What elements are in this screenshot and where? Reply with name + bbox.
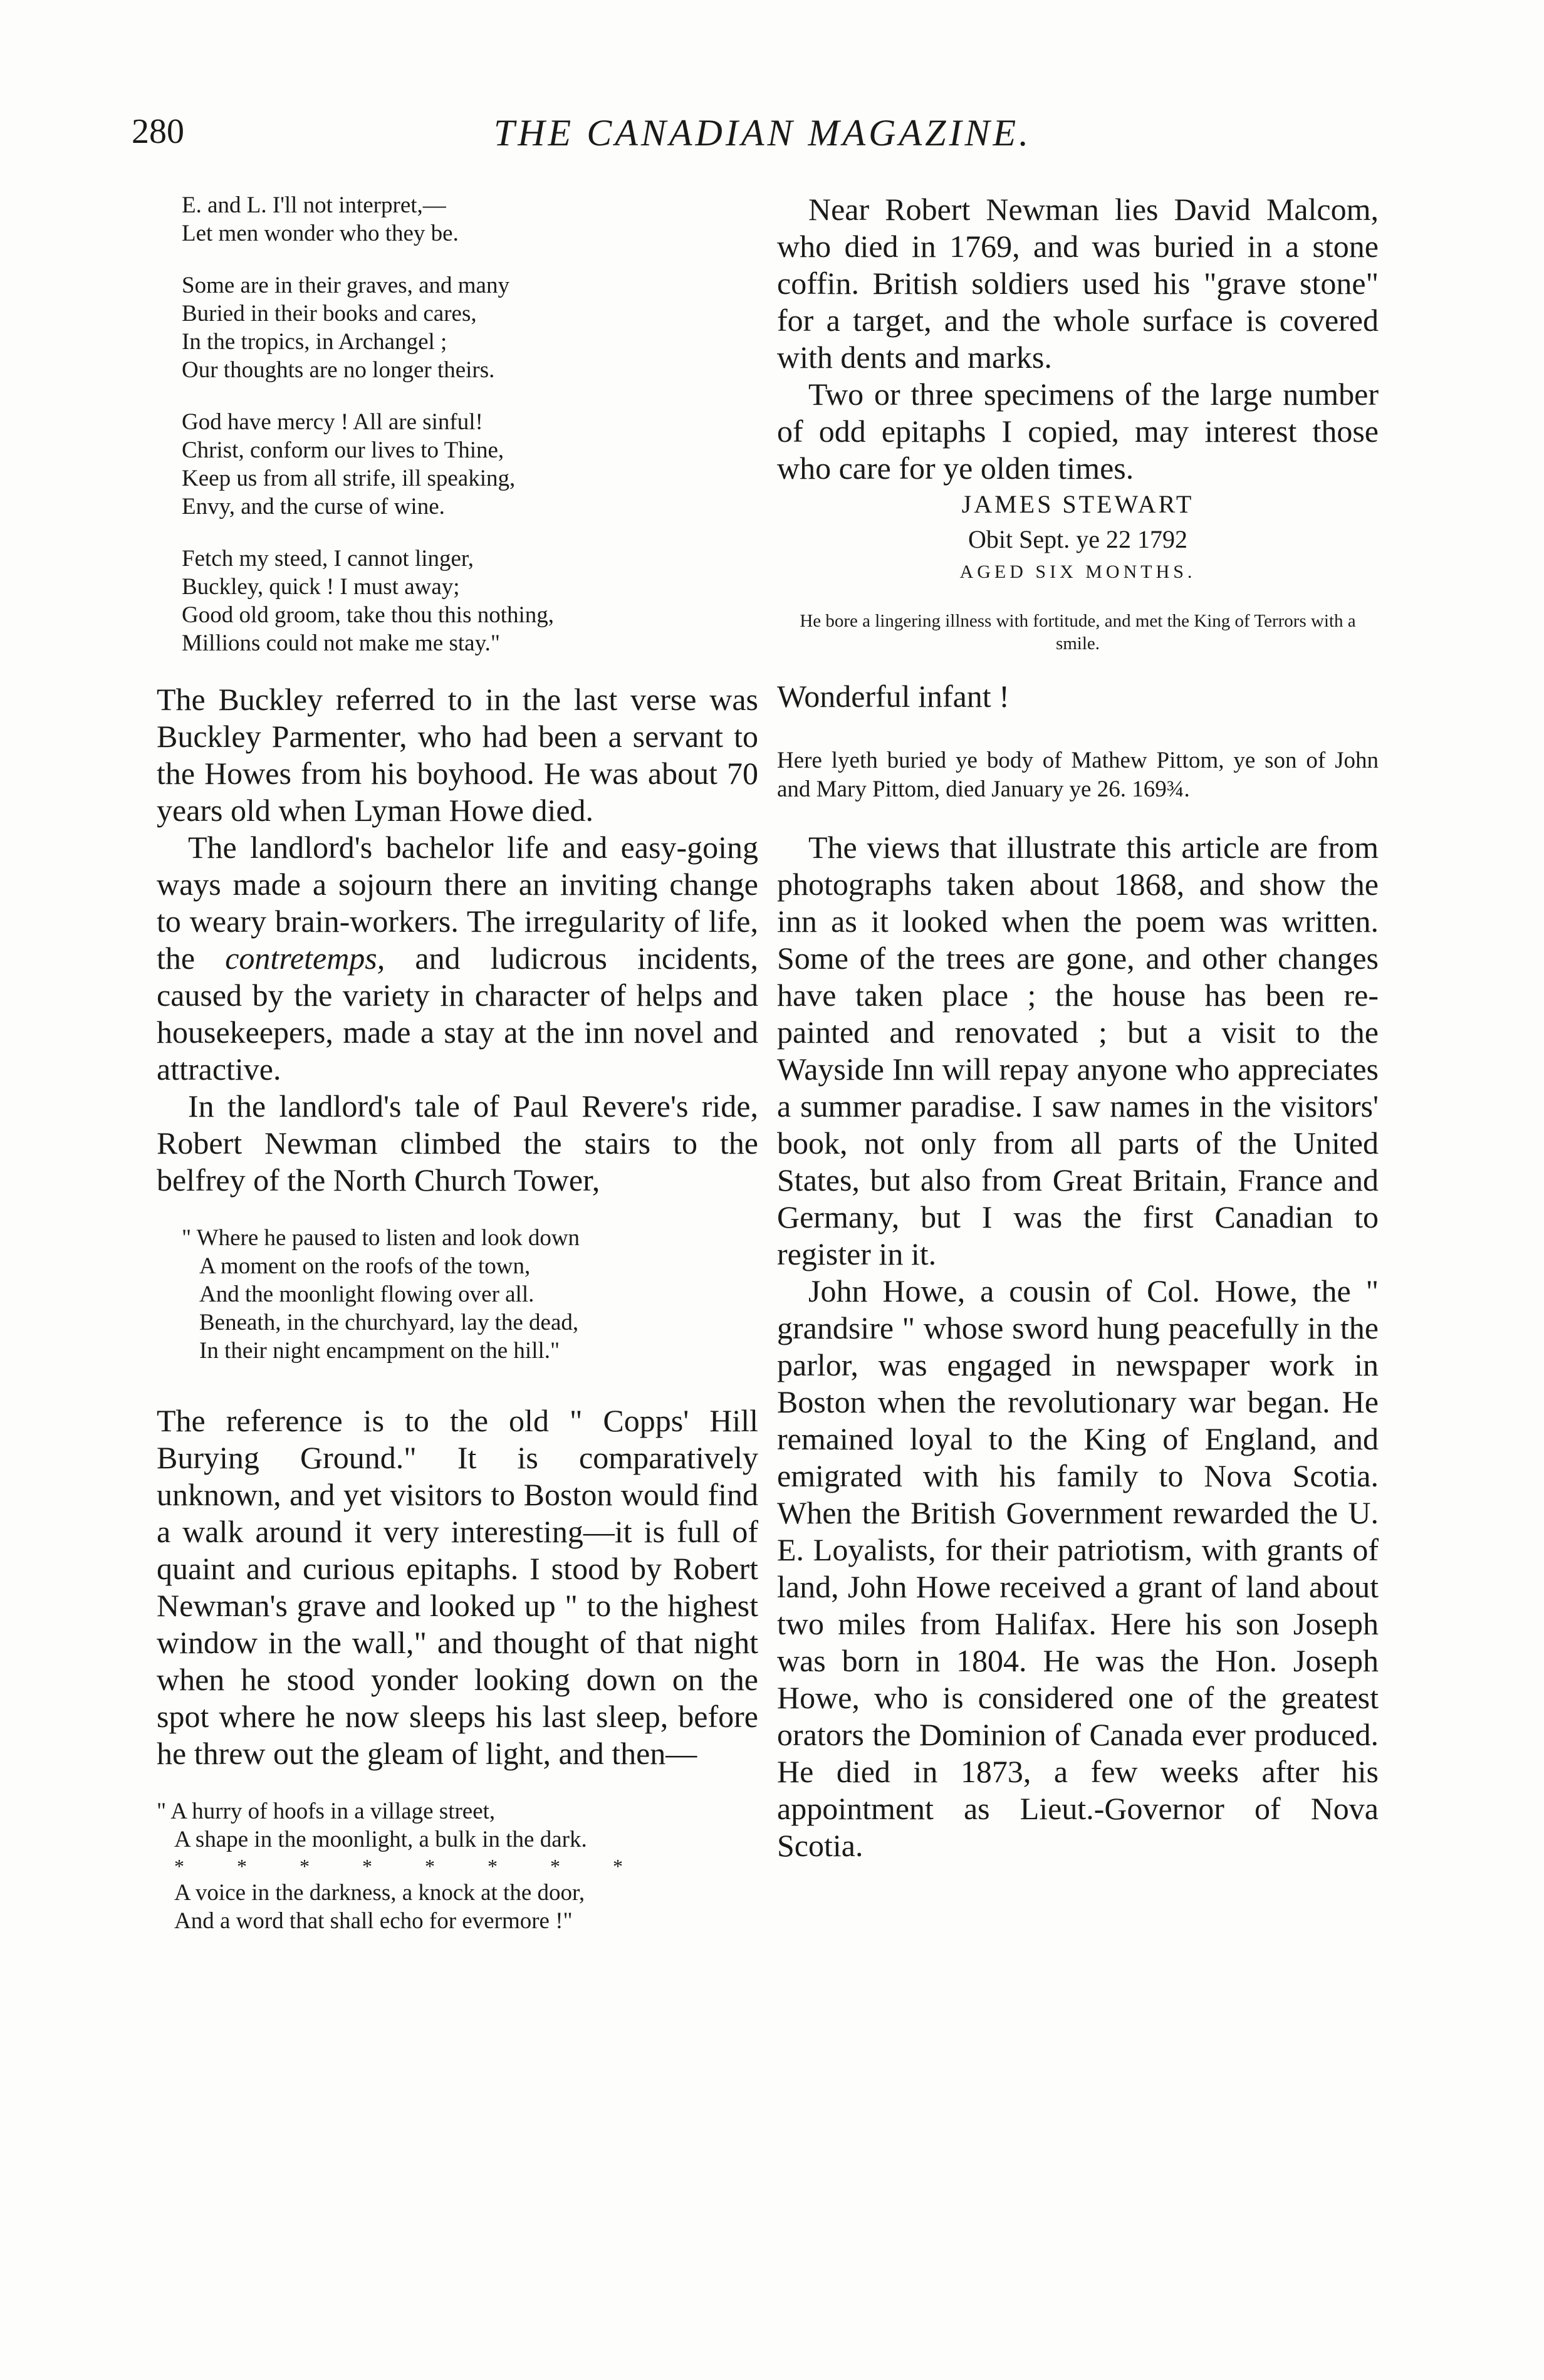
verse-line: Beneath, in the churchyard, lay the dead, xyxy=(199,1310,579,1335)
verse-line: Fetch my steed, I cannot linger, xyxy=(182,546,474,572)
right-column xyxy=(777,191,1379,1864)
verse-line: Some are in their graves, and many xyxy=(182,273,509,298)
verse-line: A moment on the roofs of the town, xyxy=(199,1253,531,1279)
poem-quote-hoofs xyxy=(157,1797,758,1935)
paragraph-copps-hill: The reference is to the old " Copps' Hill Burying Ground." It is comparatively unknown, and yet visitors to Boston would find a walk around it very interesting—it is full of quaint and curious epitaphs. I stood by Robert Newman's grave and looked up " to the highest window in the wall," and thought of that night when he stood yonder looking down on the spot where he now sleeps his last sleep, before he threw out the gleam of light, and then— xyxy=(157,1403,758,1771)
epitaph-name: JAMES STEWART xyxy=(961,490,1194,518)
verse-line: A voice in the darkness, a knock at the door, xyxy=(174,1880,585,1906)
epitaph-age: AGED SIX MONTHS. xyxy=(959,561,1196,582)
verse-line: And a word that shall echo for evermore !" xyxy=(174,1908,573,1934)
running-title: THE CANADIAN MAGAZINE. xyxy=(493,112,1032,154)
verse-line: In the tropics, in Archangel ; xyxy=(182,329,447,355)
page-number: 280 xyxy=(132,112,184,151)
verse-line: Millions could not make me stay." xyxy=(182,630,501,656)
paragraph-epitaphs-intro: Two or three specimens of the large number of odd epitaphs I copied, may interest those who care for ye olden times. xyxy=(777,377,1379,486)
verse-line: Buried in their books and cares, xyxy=(182,301,477,326)
stanza-4 xyxy=(182,545,758,657)
verse-line: Christ, conform our lives to Thine, xyxy=(182,437,504,463)
verse-line: Envy, and the curse of wine. xyxy=(182,494,445,519)
stanza-3 xyxy=(182,408,758,521)
stanza-1 xyxy=(182,191,758,248)
paragraph-david-malcom: Near Robert Newman lies David Malcom, who died in 1769, and was buried in a stone coffin. British soldiers used his "grave stone" for a target, and the whole surface is covered with dents and marks. xyxy=(777,192,1379,375)
epitaph-exclamation: Wonderful infant ! xyxy=(777,679,1009,714)
epitaph-inscription: He bore a lingering illness with fortitude, and met the King of Terrors with a smile. xyxy=(800,611,1356,654)
verse-line: Buckley, quick ! I must away; xyxy=(182,574,460,600)
stanza-2 xyxy=(182,271,758,384)
epitaph-date: Obit Sept. ye 22 1792 xyxy=(968,525,1187,553)
poem-quote-belfry xyxy=(182,1224,758,1365)
verse-line: " Where he paused to listen and look down xyxy=(182,1225,580,1251)
paragraph-paul-revere: In the landlord's tale of Paul Revere's ride, Robert Newman climbed the stairs to the belfrey of the North Church Tower, xyxy=(157,1088,758,1198)
paragraph-buckley: The Buckley referred to in the last verse was Buckley Parmenter, who had been a servant to the Howes from his boyhood. He was about 70 years old when Lyman Howe died. xyxy=(157,682,758,828)
emphasis-contretemps: contretemps, xyxy=(225,941,385,976)
text-run: and ludicrous incidents, caused by the variety in character of helps and housekeepers, made a stay at the inn novel and attractive. xyxy=(157,941,758,1087)
verse-line: Our thoughts are no longer theirs. xyxy=(182,357,495,383)
verse-line: A shape in the moonlight, a bulk in the dark. xyxy=(174,1827,587,1852)
asterisk-divider: * * * * * * * * xyxy=(174,1855,647,1877)
verse-line: Let men wonder who they be. xyxy=(182,221,459,246)
verse-line: Good old groom, take thou this nothing, xyxy=(182,602,555,628)
paragraph-views: The views that illustrate this article are from photographs taken about 1868, and show the inn as it looked when the poem was written. Some of the trees are gone, and other changes have taken place ; the house has been re-painted and renovated ; but a visit to the Wayside Inn will repay anyone who appreciates a summer paradise. I saw names in the visitors' book, not only from all parts of the United States, but also from Great Britain, France and Germany, but I was the first Canadian to register in it. xyxy=(777,830,1379,1271)
verse-line: E. and L. I'll not interpret,— xyxy=(182,192,446,218)
paragraph-john-howe: John Howe, a cousin of Col. Howe, the " grandsire " whose sword hung peacefully in the parlor, was engaged in newspaper work in Boston when the revolutionary war began. He remained loyal to the King of England, and emigrated with his family to Nova Scotia. When the British Government rewarded the U. E. Loyalists, for their patriotism, with grants of land, John Howe received a grant of land about two miles from Halifax. Here his son Joseph was born in 1804. He was the Hon. Joseph Howe, who is considered one of the greatest orators the Dominion of Canada ever produced. He died in 1873, a few weeks after his appointment as Lieut.-Governor of Nova Scotia. xyxy=(777,1273,1379,1863)
verse-line: " A hurry of hoofs in a village street, xyxy=(157,1798,496,1824)
verse-line: God have mercy ! All are sinful! xyxy=(182,409,483,435)
epitaph-mathew-pittom: Here lyeth buried ye body of Mathew Pittom, ye son of John and Mary Pittom, died January ye 26. 169¾. xyxy=(777,748,1379,802)
page-header xyxy=(132,112,1394,162)
verse-line: And the moonlight flowing over all. xyxy=(199,1281,535,1307)
text-run: The landlord's bachelor life and easy-going ways made a sojourn there an inviting change to weary brain-workers. The irregularity of life, the xyxy=(157,830,758,976)
verse-line: Keep us from all strife, ill speaking, xyxy=(182,466,516,491)
paragraph-landlord-life xyxy=(157,829,758,1088)
left-column xyxy=(157,191,758,1935)
epitaph-james-stewart xyxy=(777,487,1379,655)
verse-line: In their night encampment on the hill." xyxy=(199,1338,560,1364)
poem-epitaph-verses xyxy=(182,191,758,657)
